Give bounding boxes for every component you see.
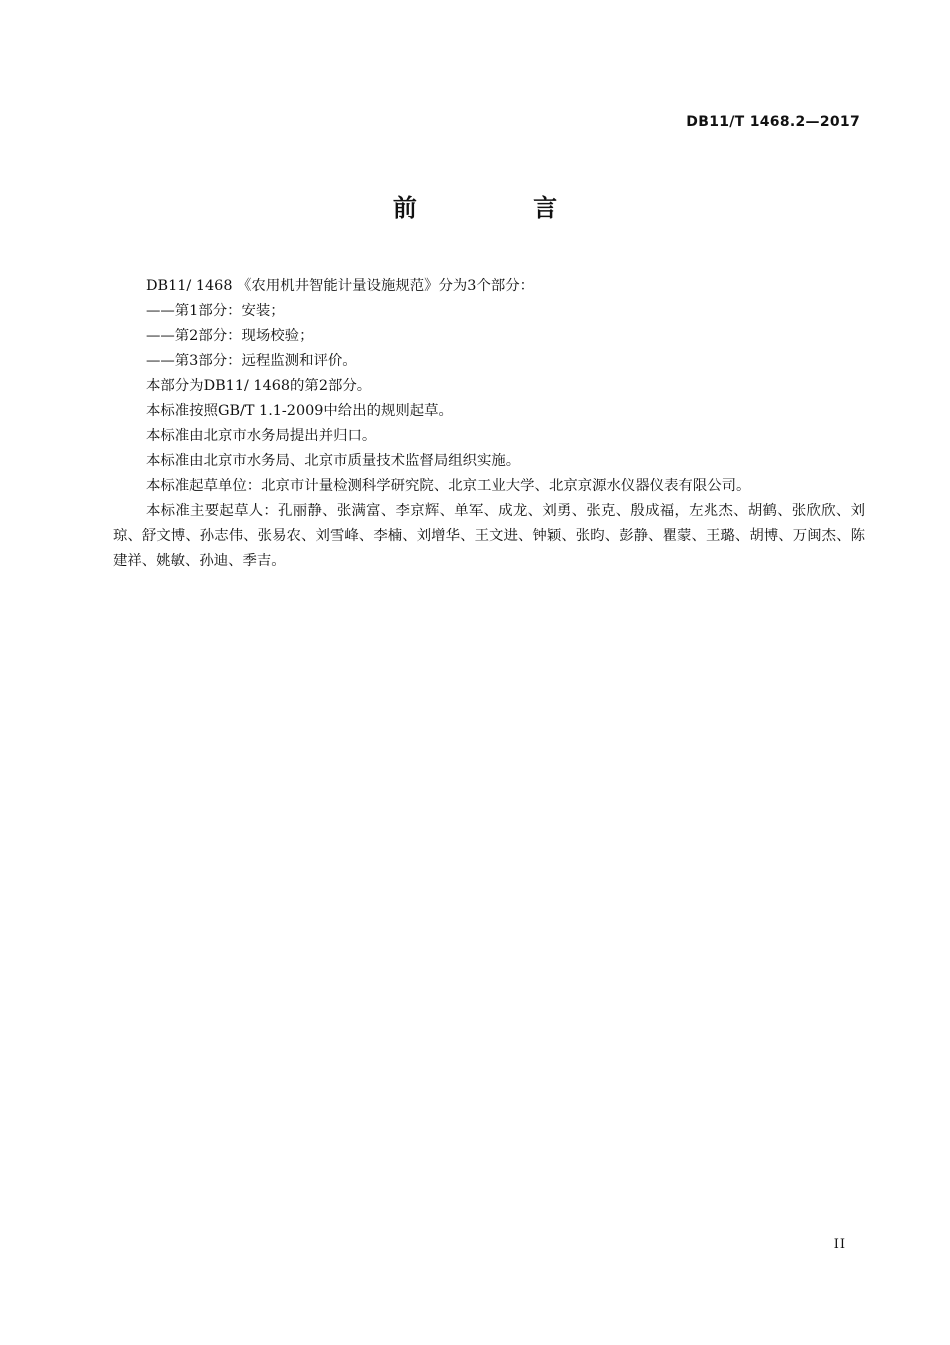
paragraph-drafting-units: 本标准起草单位：北京市计量检测科学研究院、北京工业大学、北京京源水仪器仪表有限公司。 bbox=[146, 478, 751, 494]
paragraph-part-1: ——第1部分：安装； bbox=[146, 303, 285, 319]
paragraph-drafting-rules: 本标准按照GB/T 1.1-2009中给出的规则起草。 bbox=[146, 403, 453, 419]
paragraph-parts-intro: DB11/ 1468 《农用机井智能计量设施规范》分为3个部分： bbox=[146, 278, 535, 294]
page-title: 前 言 bbox=[392, 194, 612, 222]
paragraph-part-3: ——第3部分：远程监测和评价。 bbox=[146, 353, 357, 369]
standard-code: DB11/T 1468.2—2017 bbox=[686, 114, 860, 130]
paragraph-part-2: ——第2部分：现场校验； bbox=[146, 328, 314, 344]
foreword-body bbox=[113, 274, 865, 574]
paragraph-this-part: 本部分为DB11/ 1468的第2部分。 bbox=[146, 378, 372, 394]
paragraph-implementer: 本标准由北京市水务局、北京市质量技术监督局组织实施。 bbox=[146, 453, 521, 469]
paragraph-drafters: 本标准主要起草人：孔丽静、张满富、李京辉、单军、成龙、刘勇、张克、殷成福，左兆杰、胡鹤、张欣欣、刘琼、舒文博、孙志伟、张易农、刘雪峰、李楠、刘增华、王文进、钟颖、张昀、彭静、瞿蒙、王璐、胡博、万闽杰、陈建祥、姚敏、孙迪、季吉。 bbox=[113, 503, 865, 569]
page-number: II bbox=[833, 1237, 846, 1252]
paragraph-proposer: 本标准由北京市水务局提出并归口。 bbox=[146, 428, 377, 444]
